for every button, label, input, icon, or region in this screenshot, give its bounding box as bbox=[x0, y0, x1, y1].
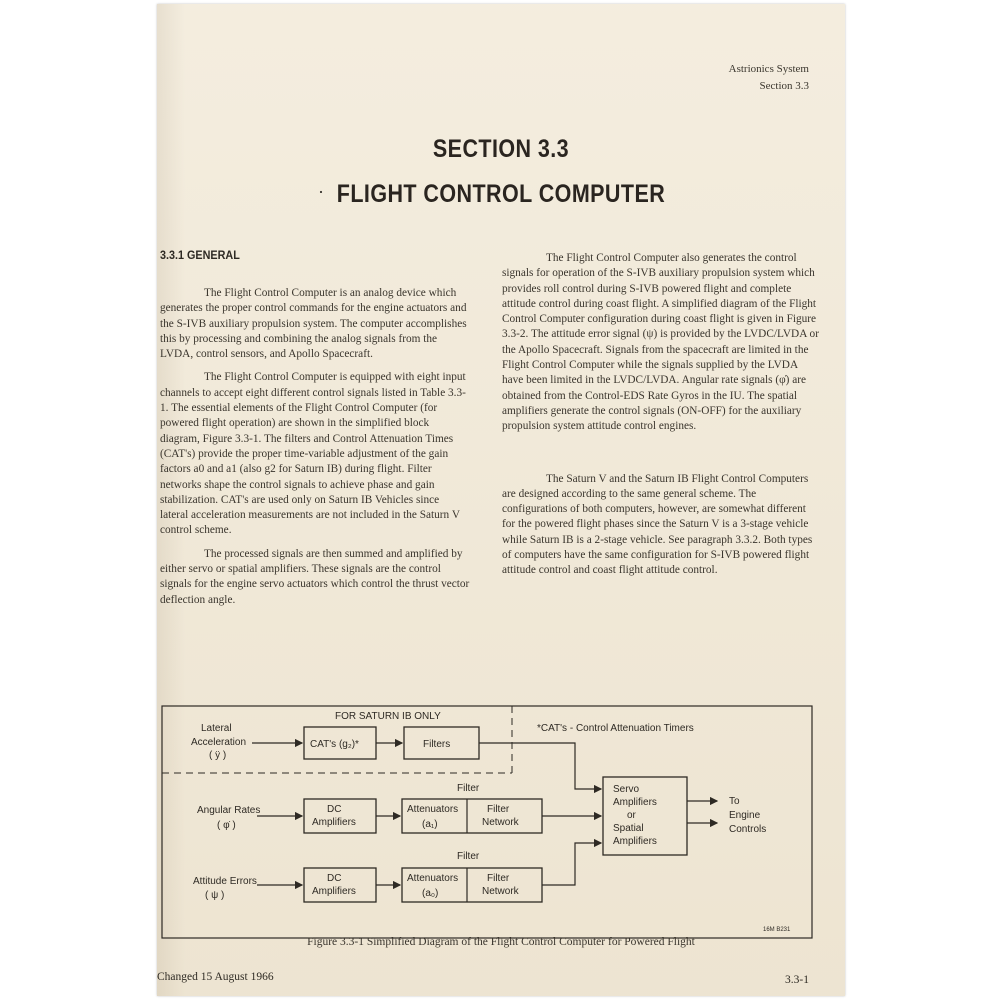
cats-box-label: CAT's (g₂)* bbox=[310, 739, 359, 750]
filter-network-label: Network bbox=[482, 886, 519, 897]
filter-label: Filter bbox=[457, 783, 480, 794]
servo-label: Servo bbox=[613, 784, 640, 795]
filter-network-label: Filter bbox=[487, 804, 510, 815]
block-diagram bbox=[157, 701, 845, 941]
filter-network-label: Filter bbox=[487, 873, 510, 884]
figure-code: 16M B231 bbox=[763, 927, 791, 933]
attitude-errors-symbol: ( ψ ) bbox=[205, 890, 225, 901]
filter-network-label: Network bbox=[482, 817, 519, 828]
paragraph: The processed signals are then summed and amplified by either servo or spatial amplifiers. These signals are the control signals for the engine servo actuators which control the thrust vector deflection angle. bbox=[160, 547, 470, 606]
servo-label: Spatial bbox=[613, 823, 644, 834]
dc-amp-label: Amplifiers bbox=[312, 817, 356, 828]
dc-amp-label: DC bbox=[327, 873, 342, 884]
servo-label: or bbox=[627, 810, 636, 821]
header-section: Section 3.3 bbox=[759, 80, 809, 92]
output-label: To bbox=[729, 796, 740, 807]
servo-label: Amplifiers bbox=[613, 836, 657, 847]
paragraph: The Flight Control Computer also generates the control signals for operation of the S-IVB auxiliary propulsion system which provides roll control during S-IVB powered flight and complete attitude control during coast flight. A simplified diagram of the Flight Control Computer configuration during coast flight is given in Figure 3.3-2. The attitude error signal (ψ) is provided by the LVDC/LVDA or the Apollo Spacecraft. Signals from the spacecraft are limited in the Flight Control Computer while the signals supplied by the LVDA have been limited in the LVDC/LVDA. Angular rate signals (φ̇) are obtained from the Control-EDS Rate Gyros in the IU. The spatial amplifiers generate the control signals (ON-OFF) for the auxiliary propulsion system attitude control engines. bbox=[502, 252, 819, 433]
attenuators-gain: (a₀) bbox=[422, 888, 439, 899]
left-column bbox=[160, 286, 470, 616]
lateral-acc-label: Acceleration bbox=[191, 737, 247, 748]
document-page bbox=[157, 4, 845, 996]
figure-caption: Figure 3.3-1 Simplified Diagram of the Flight Control Computer for Powered Flight bbox=[307, 936, 695, 948]
header-system: Astrionics System bbox=[728, 63, 809, 75]
paragraph: The Saturn V and the Saturn IB Flight Control Computers are designed according to the same general scheme. The configurations of both computers, however, are somewhat different for the powered flight phases since the Saturn V is a 3-stage vehicle while Saturn IB is a 2-stage vehicle. See paragraph 3.3.2. Both types of computers have the same configuration for S-IVB powered flight attitude control and coast flight attitude control. bbox=[502, 472, 813, 577]
dc-amp-label: DC bbox=[327, 804, 342, 815]
filters-box-label: Filters bbox=[423, 739, 451, 750]
output-label: Engine bbox=[729, 810, 761, 821]
page-number: 3.3-1 bbox=[785, 974, 809, 986]
attenuators-label: Attenuators bbox=[407, 804, 459, 815]
chapter-title: FLIGHT CONTROL COMPUTER bbox=[336, 180, 666, 208]
saturn-ib-label: FOR SATURN IB ONLY bbox=[335, 711, 441, 722]
right-column bbox=[502, 251, 820, 587]
cat-note: *CAT's - Control Attenuation Timers bbox=[537, 723, 694, 734]
block-diagram-svg bbox=[157, 701, 845, 941]
footer-date: Changed 15 August 1966 bbox=[157, 971, 274, 983]
lateral-acc-label: Lateral bbox=[201, 723, 232, 734]
section-title: SECTION 3.3 bbox=[432, 135, 570, 163]
attitude-errors-label: Attitude Errors bbox=[193, 876, 257, 887]
running-header bbox=[729, 61, 809, 95]
section-heading: 3.3.1 GENERAL bbox=[160, 248, 240, 262]
filter-label: Filter bbox=[457, 851, 480, 862]
lateral-acc-symbol: ( ÿ ) bbox=[209, 750, 227, 761]
angular-rates-symbol: ( φ̇ ) bbox=[217, 820, 236, 831]
paragraph: The Flight Control Computer is equipped with eight input channels to accept eight different control signals listed in Table 3.3-1. The essential elements of the Flight Control Computer (for powered flight operation) are shown in the simplified block diagram, Figure 3.3-1. The filters and Control Attenuation Times (CAT's) provide the proper time-variable adjustment of the gain factors a0 and a1 (also g2 for Saturn IB) during flight. Filter networks shape the control signals to achieve phase and gain stabilization. CAT's are used only on Saturn IB Vehicles since lateral acceleration measurements are not included in the Saturn V control scheme. bbox=[160, 371, 466, 537]
attenuators-gain: (a₁) bbox=[422, 819, 438, 830]
angular-rates-label: Angular Rates bbox=[197, 805, 261, 816]
stray-mark: · bbox=[318, 182, 324, 202]
servo-label: Amplifiers bbox=[613, 797, 657, 808]
dc-amp-label: Amplifiers bbox=[312, 886, 356, 897]
output-label: Controls bbox=[729, 824, 767, 835]
paragraph: The Flight Control Computer is an analog device which generates the proper control commands for the engine actuators and the S-IVB auxiliary propulsion system. The computer accomplishes this by processing and combining the analog signals from the LVDA, control sensors, and Apollo Spacecraft. bbox=[160, 287, 467, 361]
attenuators-label: Attenuators bbox=[407, 873, 459, 884]
